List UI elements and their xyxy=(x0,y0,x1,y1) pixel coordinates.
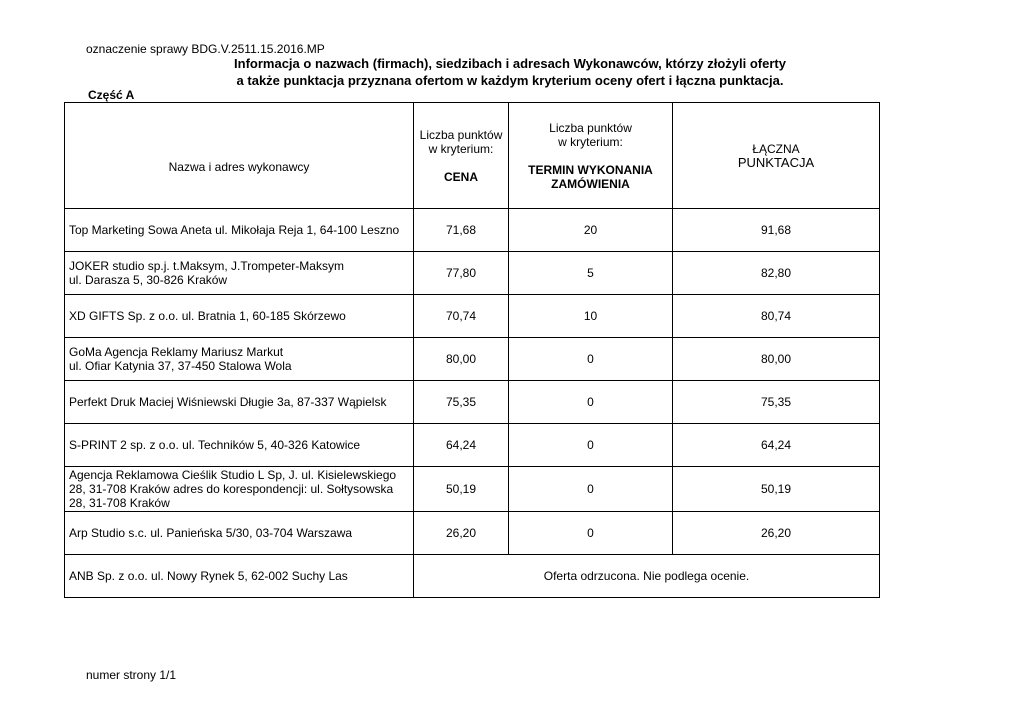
header-cena-criterion: CENA xyxy=(443,169,478,184)
case-reference: oznaczenie sprawy BDG.V.2511.15.2016.MP xyxy=(86,42,325,56)
contractor-name-line: GoMa Agencja Reklamy Mariusz Markut xyxy=(69,345,284,359)
contractor-name-line: Top Marketing Sowa Aneta ul. Mikołaja Reja 1, 64-100 Leszno xyxy=(69,223,400,237)
score-total: 64,24 xyxy=(673,424,880,467)
header-name-label: Nazwa i adres wykonawcy xyxy=(168,159,310,174)
score-termin: 0 xyxy=(509,512,673,555)
contractor-name xyxy=(65,512,414,555)
header-name xyxy=(65,103,414,209)
document-title-line-2: a także punktacja przyznana ofertom w każdym kryterium oceny ofert i łączna punktacja. xyxy=(236,73,784,88)
results-table xyxy=(64,102,880,598)
table-row xyxy=(65,252,880,295)
contractor-name-line: JOKER studio sp.j. t.Maksym, J.Trompeter-Maksym xyxy=(69,259,344,273)
score-termin: 0 xyxy=(509,424,673,467)
document-title-line-1: Informacja o nazwach (firmach), siedzibach i adresach Wykonawców, którzy złożyli oferty xyxy=(234,56,786,71)
score-total: 91,68 xyxy=(673,209,880,252)
contractor-name-line: Perfekt Druk Maciej Wiśniewski Długie 3a, 87-337 Wąpielsk xyxy=(69,395,387,409)
contractor-name xyxy=(65,381,414,424)
header-cena-line-1: Liczba punktów xyxy=(419,127,503,142)
score-cena: 75,35 xyxy=(414,381,509,424)
score-cena: 77,80 xyxy=(414,252,509,295)
part-label: Część A xyxy=(88,88,135,102)
score-total: 75,35 xyxy=(673,381,880,424)
header-total xyxy=(673,103,880,209)
header-termin-line-1: Liczba punktów xyxy=(549,120,632,135)
score-cena: 80,00 xyxy=(414,338,509,381)
rejected-name: ANB Sp. z o.o. ul. Nowy Rynek 5, 62-002 Suchy Las xyxy=(65,555,414,598)
table-row xyxy=(65,381,880,424)
contractor-name xyxy=(65,209,414,252)
score-termin: 5 xyxy=(509,252,673,295)
score-termin: 10 xyxy=(509,295,673,338)
header-cena-line-2: w kryterium: xyxy=(428,141,494,156)
table-row xyxy=(65,424,880,467)
header-termin-line-2: w kryterium: xyxy=(558,134,623,149)
table-row xyxy=(65,338,880,381)
header-termin-criterion-1: TERMIN WYKONANIA xyxy=(528,162,653,177)
page-number: numer strony 1/1 xyxy=(86,668,177,682)
contractor-name-line: Agencja Reklamowa Cieślik Studio L Sp, J. ul. Kisielewskiego xyxy=(69,468,397,482)
contractor-name xyxy=(65,338,414,381)
score-total: 26,20 xyxy=(673,512,880,555)
header-cena xyxy=(414,103,509,209)
table-row xyxy=(65,467,880,512)
contractor-name-line: S-PRINT 2 sp. z o.o. ul. Techników 5, 40-326 Katowice xyxy=(69,438,361,452)
header-total-line-2: PUNKTACJA xyxy=(737,154,815,170)
score-total: 50,19 xyxy=(673,467,880,512)
score-termin: 20 xyxy=(509,209,673,252)
header-termin xyxy=(509,103,673,209)
score-total: 80,00 xyxy=(673,338,880,381)
table-row xyxy=(65,295,880,338)
contractor-name xyxy=(65,424,414,467)
contractor-name-line: 28, 31-708 Kraków xyxy=(69,496,170,510)
contractor-name xyxy=(65,295,414,338)
score-cena: 70,74 xyxy=(414,295,509,338)
contractor-name-line: 28, 31-708 Kraków adres do korespondencji: ul. Sołtysowska xyxy=(69,482,394,496)
table-row xyxy=(65,209,880,252)
score-termin: 0 xyxy=(509,467,673,512)
score-cena: 71,68 xyxy=(414,209,509,252)
score-termin: 0 xyxy=(509,381,673,424)
score-termin: 0 xyxy=(509,338,673,381)
header-total-line-1: ŁĄCZNA xyxy=(752,141,800,156)
rejected-note: Oferta odrzucona. Nie podlega ocenie. xyxy=(414,555,880,598)
contractor-name-line: ul. Darasza 5, 30-826 Kraków xyxy=(69,273,228,287)
results-body xyxy=(65,209,880,598)
contractor-name-line: Arp Studio s.c. ul. Panieńska 5/30, 03-704 Warszawa xyxy=(69,526,353,540)
contractor-name xyxy=(65,252,414,295)
score-total: 80,74 xyxy=(673,295,880,338)
table-row-rejected xyxy=(65,555,880,598)
score-cena: 50,19 xyxy=(414,467,509,512)
table-row xyxy=(65,512,880,555)
contractor-name-line: ul. Ofiar Katynia 37, 37-450 Stalowa Wola xyxy=(69,359,292,373)
contractor-name-line: XD GIFTS Sp. z o.o. ul. Bratnia 1, 60-185 Skórzewo xyxy=(69,309,346,323)
header-termin-criterion-2: ZAMÓWIENIA xyxy=(551,176,630,191)
score-total: 82,80 xyxy=(673,252,880,295)
score-cena: 26,20 xyxy=(414,512,509,555)
header-row xyxy=(65,103,880,209)
contractor-name xyxy=(65,467,414,512)
score-cena: 64,24 xyxy=(414,424,509,467)
